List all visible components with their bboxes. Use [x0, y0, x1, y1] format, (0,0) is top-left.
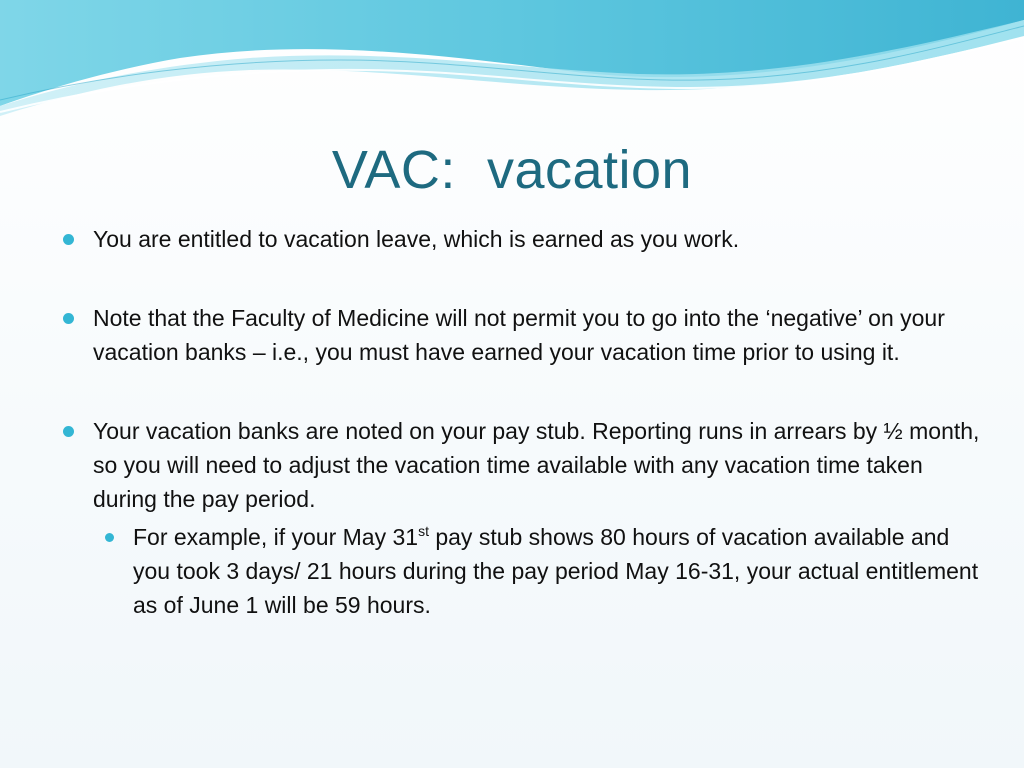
- bullet-item: [60, 222, 980, 256]
- bullet-text: Note that the Faculty of Medicine will not permit you to go into the ‘negative’ on your vacation banks – i.e., you must have earned your vacation time prior to using it.: [93, 305, 945, 365]
- bullet-text: You are entitled to vacation leave, which is earned as you work.: [93, 226, 740, 252]
- sub-bullet-text-part1: For example, if your May 31: [133, 524, 419, 550]
- bullet-item: [60, 301, 980, 369]
- sub-bullet-item: [93, 520, 980, 622]
- bullet-dot-icon: [63, 426, 74, 437]
- bullet-dot-icon: [63, 313, 74, 324]
- bullet-text: Your vacation banks are noted on your pay stub. Reporting runs in arrears by ½ month, so you will need to adjust the vacation time available with any vacation time taken during the pay period.: [93, 418, 980, 512]
- header-wave-decoration: [0, 0, 1024, 130]
- sub-bullet-dot-icon: [105, 533, 114, 542]
- bullet-list: [60, 222, 980, 622]
- bullet-item: [60, 414, 980, 516]
- bullet-dot-icon: [63, 234, 74, 245]
- slide-title: VAC: vacation: [331, 140, 693, 200]
- sub-bullet-text-part2: pay stub shows 80 hours of vacation available and you took 3 days/ 21 hours during the pay period May 16-31, your actual entitlement as of June 1 will be 59 hours.: [133, 524, 979, 618]
- ordinal-superscript: st: [418, 523, 429, 539]
